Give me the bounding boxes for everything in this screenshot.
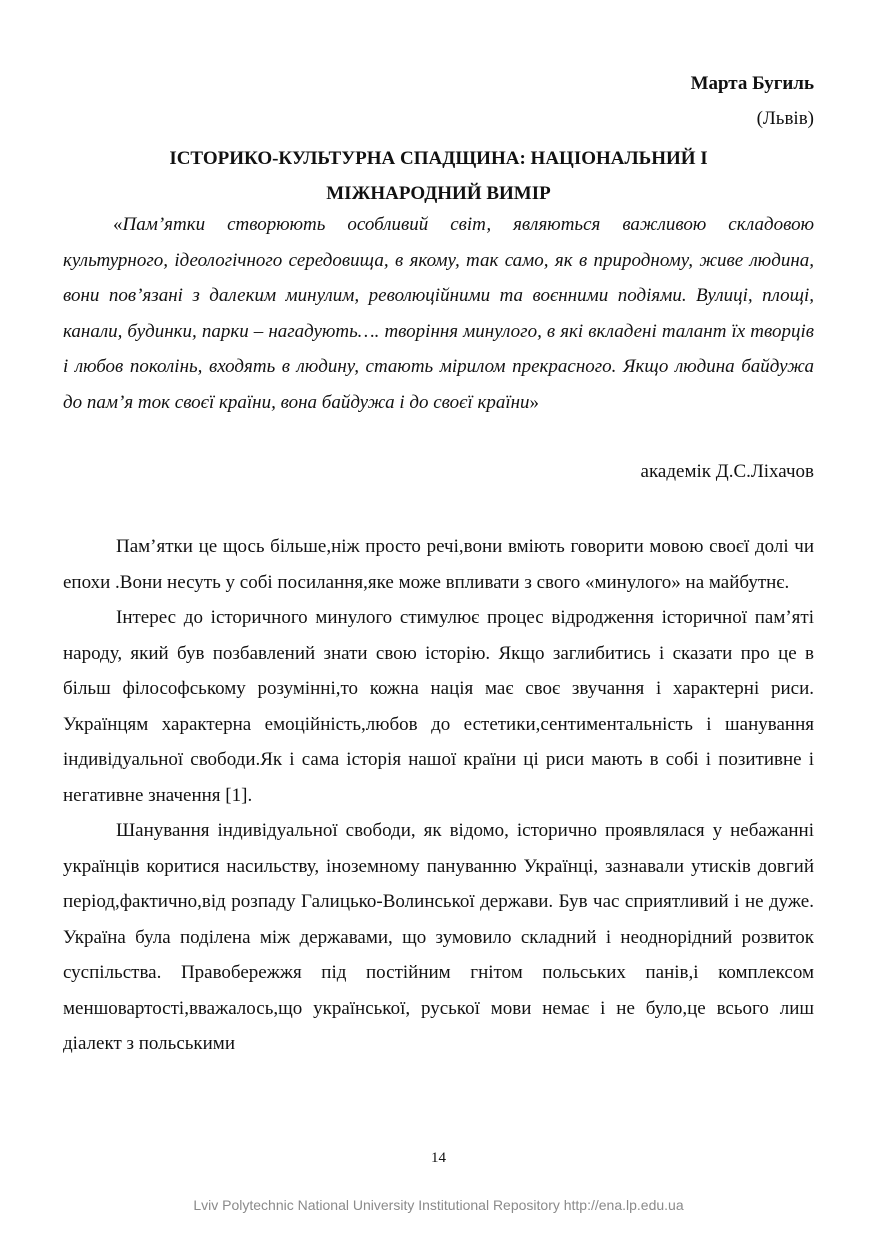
epigraph-attribution: академік Д.С.Ліхачов	[640, 461, 814, 482]
document-page	[63, 0, 814, 1240]
epigraph-close-quote: »	[529, 391, 540, 413]
body-paragraph: Пам’ятки це щось більше,ніж просто речі,вони вміють говорити мовою своєї долі чи епохи .Вони несуть у собі посилання,яке може впливати з свого «минулого» на майбутнє.	[63, 536, 814, 593]
article-title	[63, 141, 814, 211]
epigraph-open-quote: «	[113, 214, 123, 235]
author-city: (Львів)	[756, 108, 814, 129]
epigraph-text: Пам’ятки створюють особливий світ, являються важливою складовою культурного, ідеологічного середовища, в якому, так само, як в природному, живе людина, вони пов’язані з далеким минулим, революційними та воєнними подіями. Вулиці, площі, канали, будинки, парки – нагадують…. творіння минулого, в які вкладені талант їх творців і любов поколінь, входять в людину, стають мірилом прекрасного. Якщо людина байдужа до пам’я ток своєї країни, вона байдужа і до своєї країни	[63, 214, 814, 413]
body-text	[63, 529, 814, 1062]
body-paragraph: Інтерес до історичного минулого стимулює процес відродження історичної пам’яті народу, який був позбавлений знати свою історію. Якщо заглибитись і сказати про це в більш філософському розумінні,то кожна нація має своє звучання і характерні риси. Українцям характерна емоційність,любов до естетики,сентиментальність і шанування індивідуальної свободи.Як і сама історія нашої країни ці риси мають в собі і позитивне і негативне значення [1].	[63, 607, 814, 806]
epigraph	[63, 207, 814, 420]
repository-footer: Lviv Polytechnic National University Institutional Repository http://ena.lp.edu.ua	[193, 1197, 684, 1213]
article-title-line-1: ІСТОРИКО-КУЛЬТУРНА СПАДЩИНА: НАЦІОНАЛЬНИЙ І	[169, 148, 708, 169]
article-title-line-2: МІЖНАРОДНИЙ ВИМІР	[326, 183, 551, 204]
body-paragraph: Шанування індивідуальної свободи, як відомо, історично проявлялася у небажанні українців коритися насильству, іноземному пануванню Українці, зазнавали утисків довгий період,фактично,від розпаду Галицько-Волинської держави. Був час сприятливий і не дуже. Україна була поділена між державами, що зумовило складний і неоднорідний розвиток суспільства. Правобережжя під постійним гнітом польських панів,і комплексом меншовартості,вважалось,що української, руської мови немає і не було,це всього лиш діалект з польськими	[63, 820, 814, 1054]
author-name: Марта Бугиль	[690, 73, 814, 94]
page-number: 14	[431, 1150, 446, 1166]
